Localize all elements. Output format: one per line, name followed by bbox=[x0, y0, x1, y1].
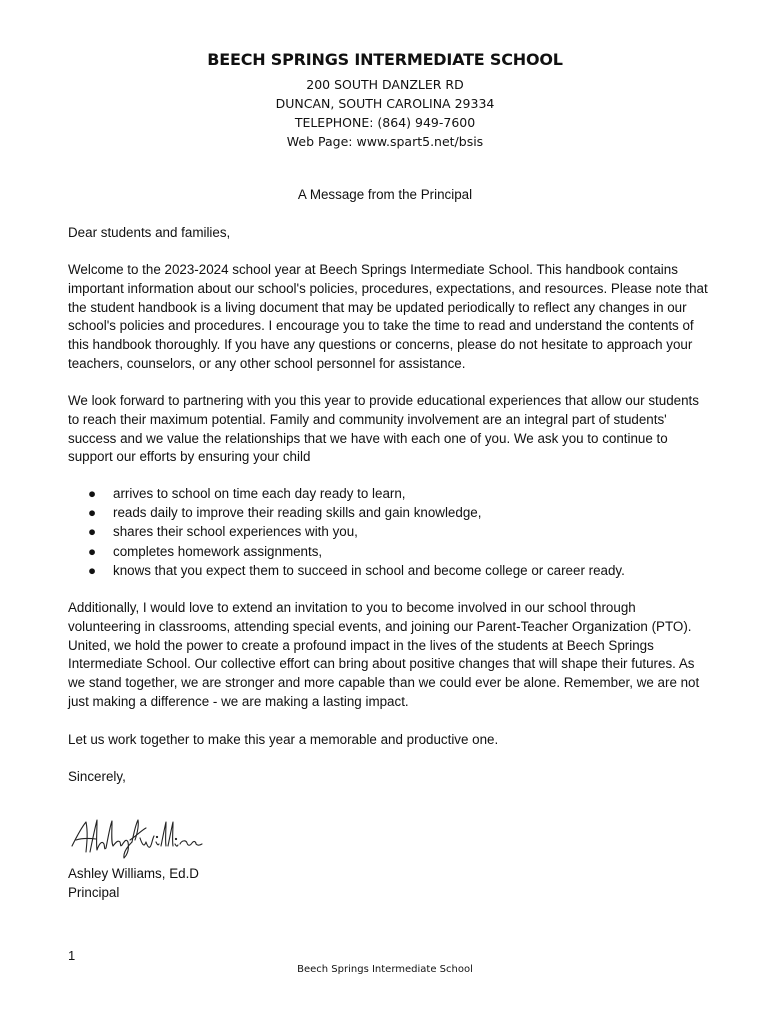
list-item: ● knows that you expect them to succeed in school and become college or career ready. bbox=[68, 561, 708, 580]
address-line-1: 200 SOUTH DANZLER RD bbox=[306, 77, 464, 92]
school-name: BEECH SPRINGS INTERMEDIATE SCHOOL bbox=[207, 50, 563, 69]
closing: Sincerely, bbox=[68, 769, 126, 784]
bullet-icon: ● bbox=[88, 543, 97, 559]
signer-title: Principal bbox=[68, 885, 120, 900]
paragraph-welcome: Welcome to the 2023-2024 school year at Beech Springs Intermediate School. This handbook contains important information about our school's policies, procedures, expectations, and resources. Please note that the student handbook is a living document that may be updated periodically to reflect any changes in our school's policies and procedures. I encourage you to take the time to read and understand the contents of this handbook thoroughly. If you have any questions or concerns, please do not hesitate to approach your teachers, counselors, or any other school personnel for assistance. bbox=[68, 262, 708, 371]
handwritten-signature bbox=[66, 812, 206, 860]
page-number: 1 bbox=[68, 948, 76, 963]
letterhead bbox=[0, 50, 770, 151]
list-item: ● completes homework assignments, bbox=[68, 542, 708, 561]
list-item: ● arrives to school on time each day ready to learn, bbox=[68, 484, 708, 503]
paragraph-partnering: We look forward to partnering with you this year to provide educational experiences that allow our students to reach their maximum potential. Family and community involvement are an integral part of students' success and we value the relationships that we have with each one of you. We ask you to continue to support our efforts by ensuring your child bbox=[68, 393, 699, 465]
list-item: ● reads daily to improve their reading skills and gain knowledge, bbox=[68, 503, 708, 522]
page-footer: Beech Springs Intermediate School bbox=[297, 964, 473, 975]
paragraph-invitation: Additionally, I would love to extend an invitation to you to become involved in our school through volunteering in classrooms, attending special events, and joining our Parent-Teacher Organization (PTO). United, we hold the power to create a profound impact in the lives of the students at Beech Springs Intermediate School. Our collective effort can bring about positive changes that will shape their futures. As we stand together, we are stronger and more capable than we could ever be alone. Remember, we are not just making a difference - we are making a lasting impact. bbox=[68, 600, 700, 709]
bullet-icon: ● bbox=[88, 562, 97, 578]
address-line-2: DUNCAN, SOUTH CAROLINA 29334 bbox=[275, 96, 495, 111]
bullet-icon: ● bbox=[88, 486, 97, 501]
salutation: Dear students and families, bbox=[68, 225, 231, 240]
letter-title: A Message from the Principal bbox=[297, 187, 473, 202]
web-page: Web Page: www.spart5.net/bsis bbox=[286, 134, 484, 149]
signer-name: Ashley Williams, Ed.D bbox=[68, 866, 199, 881]
bullet-icon: ● bbox=[88, 505, 97, 521]
list-item: ● shares their school experiences with you, bbox=[68, 522, 708, 541]
expectations-list bbox=[68, 484, 708, 580]
telephone: TELEPHONE: (864) 949-7600 bbox=[294, 115, 476, 130]
paragraph-closing-remark: Let us work together to make this year a memorable and productive one. bbox=[68, 732, 499, 747]
bullet-icon: ● bbox=[88, 524, 97, 540]
